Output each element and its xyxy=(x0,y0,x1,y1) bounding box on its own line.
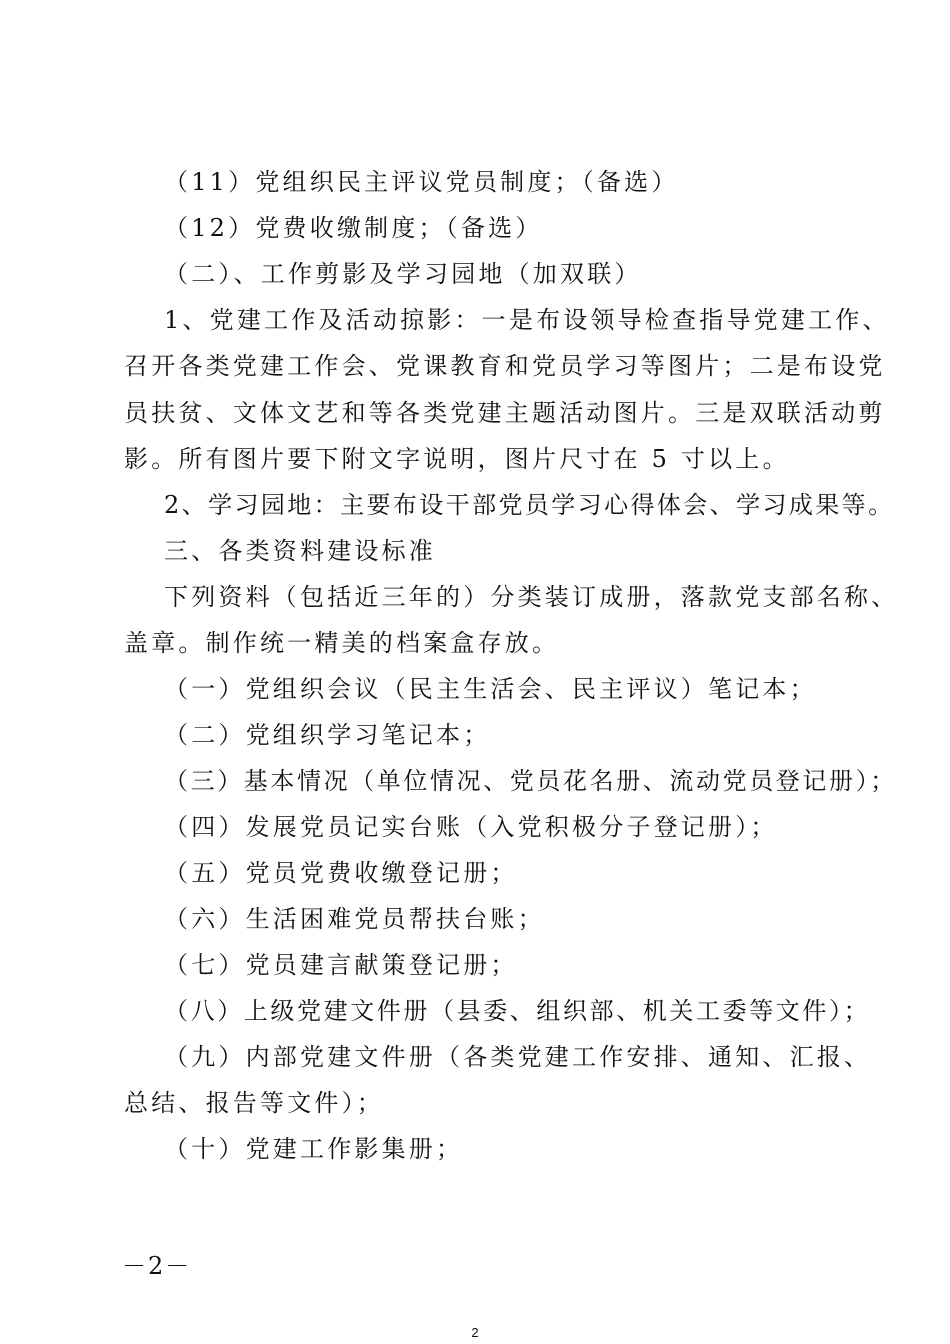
text-line-10: 下列资料（包括近三年的）分类装订成册，落款党支部名称、 xyxy=(164,583,899,611)
list-item-9-continued: 总结、报告等文件）； xyxy=(124,1089,384,1117)
text-line-6: 员扶贫、文体文艺和等各类党建主题活动图片。三是双联活动剪 xyxy=(124,399,886,427)
text-line-2: （12）党费收缴制度；（备选） xyxy=(164,214,543,242)
text-line-7: 影。所有图片要下附文字说明，图片尺寸在 5 寸以上。 xyxy=(124,445,790,473)
text-line-3: （二）、工作剪影及学习园地（加双联） xyxy=(164,260,642,288)
text-line-4: 1、党建工作及活动掠影：一是布设领导检查指导党建工作、 xyxy=(164,306,890,334)
text-line-1: （11）党组织民主评议党员制度；（备选） xyxy=(164,168,679,196)
list-item-10: （十）党建工作影集册； xyxy=(164,1135,464,1163)
list-item-5: （五）党员党费收缴登记册； xyxy=(164,859,518,887)
text-line-11: 盖章。制作统一精美的档案盒存放。 xyxy=(124,629,560,657)
list-item-1: （一）党组织会议（民主生活会、民主评议）笔记本； xyxy=(164,675,817,703)
text-line-5: 召开各类党建工作会、党课教育和党员学习等图片；二是布设党 xyxy=(124,352,886,380)
text-line-8: 2、学习园地：主要布设干部党员学习心得体会、学习成果等。 xyxy=(164,491,895,519)
footer-page-number: 2 xyxy=(471,1325,479,1340)
list-item-7: （七）党员建言献策登记册； xyxy=(164,951,518,979)
section-heading: 三、各类资料建设标准 xyxy=(164,537,436,565)
list-item-9: （九）内部党建文件册（各类党建工作安排、通知、汇报、 xyxy=(164,1043,872,1071)
list-item-8: （八）上级党建文件册（县委、组织部、机关工委等文件）； xyxy=(164,997,871,1025)
list-item-6: （六）生活困难党员帮扶台账； xyxy=(164,905,545,933)
list-item-3: （三）基本情况（单位情况、党员花名册、流动党员登记册）； xyxy=(164,767,897,795)
list-item-2: （二）党组织学习笔记本； xyxy=(164,721,491,749)
list-item-4: （四）发展党员记实台账（入党积极分子登记册）； xyxy=(164,813,778,841)
page-number: －2－ xyxy=(122,1252,192,1280)
